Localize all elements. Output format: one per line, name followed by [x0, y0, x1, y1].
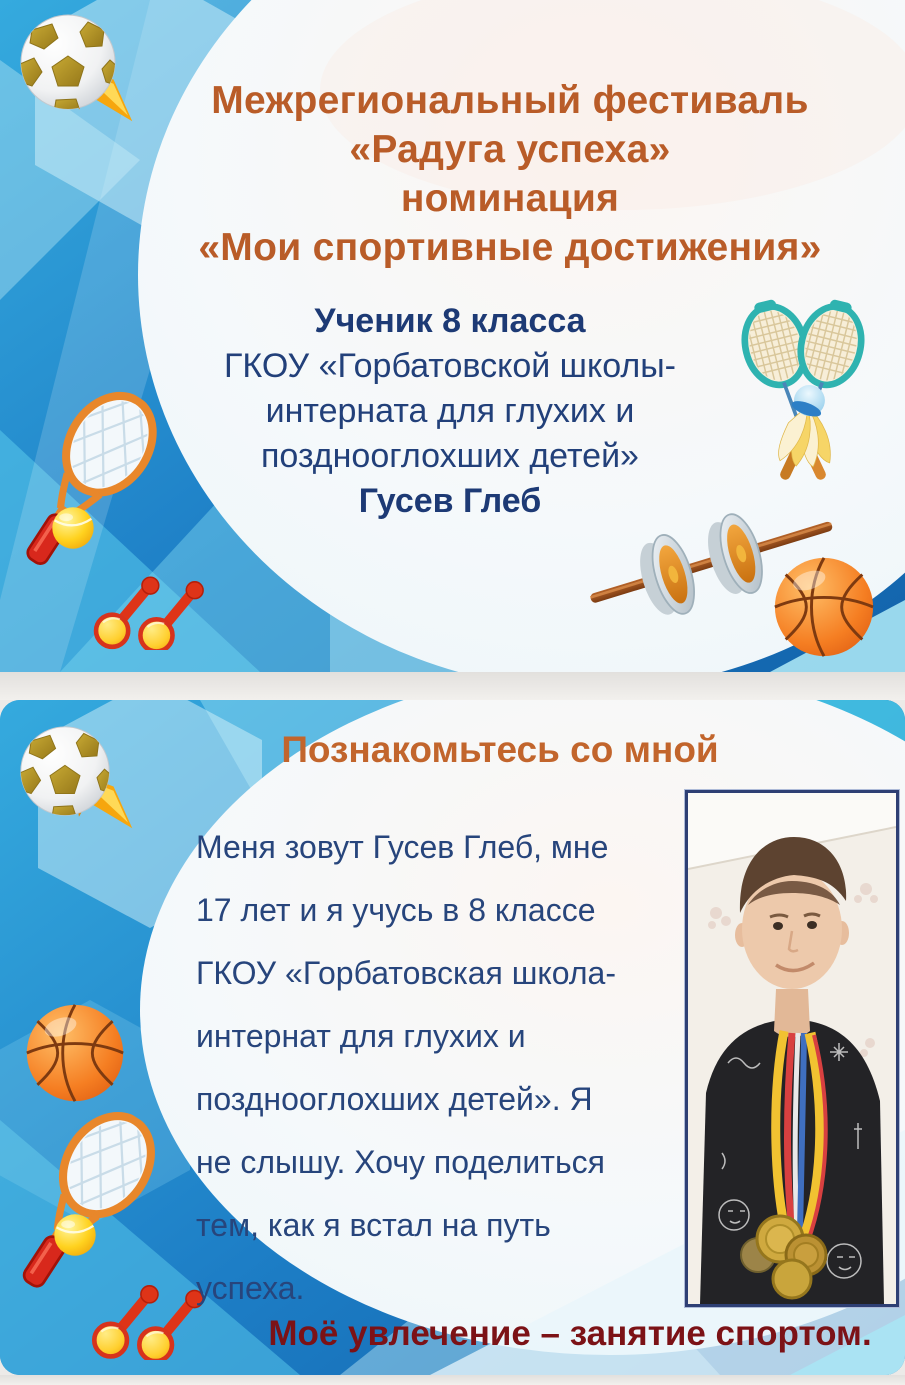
slide-2 — [0, 700, 905, 1375]
body-line: успеха. — [196, 1270, 305, 1306]
school-line: позднооглохших детей» — [261, 437, 639, 475]
hand-dumbbells-icon — [80, 558, 210, 650]
soccer-ball-icon — [18, 12, 118, 112]
student-photo — [685, 790, 899, 1307]
slide2-footer-text: Моё увлечение – занятие спортом. — [268, 1314, 872, 1353]
student-name: Гусев Глеб — [358, 482, 542, 520]
hand-dumbbells-icon — [78, 1266, 210, 1360]
tennis-ball-icon — [50, 505, 96, 551]
body-line: не слышу. Хочу поделиться — [196, 1144, 605, 1180]
slide-1 — [0, 0, 905, 672]
school-line: интерната для глухих и — [265, 392, 635, 430]
school-line: ГКОУ «Горбатовской школы- — [224, 347, 676, 385]
slide1-student-block — [140, 299, 760, 524]
slide-gap — [0, 672, 905, 700]
slide1-title — [105, 76, 905, 272]
body-line: тем, как я встал на путь — [196, 1207, 551, 1243]
slide2-title: Познакомьтесь со мной — [281, 729, 719, 770]
title-line: номинация — [400, 177, 620, 220]
body-line: Меня зовут Гусев Глеб, мне — [196, 829, 609, 865]
tennis-ball-icon — [52, 1212, 98, 1258]
student-class: Ученик 8 класса — [314, 302, 586, 340]
body-line: ГКОУ «Горбатовская школа- — [196, 955, 616, 991]
title-line: Межрегиональный фестиваль — [211, 79, 809, 122]
basketball-icon — [770, 553, 878, 661]
title-line: «Радуга успеха» — [349, 128, 671, 171]
soccer-ball-icon — [18, 724, 112, 818]
slide-gap — [0, 1375, 905, 1385]
slide2-body-text — [196, 816, 688, 1320]
body-line: 17 лет и я учусь в 8 классе — [196, 892, 596, 928]
body-line: позднооглохших детей». Я — [196, 1081, 593, 1117]
body-line: интернат для глухих и — [196, 1018, 526, 1054]
title-line: «Мои спортивные достижения» — [198, 226, 822, 269]
shuttlecock — [763, 377, 854, 478]
